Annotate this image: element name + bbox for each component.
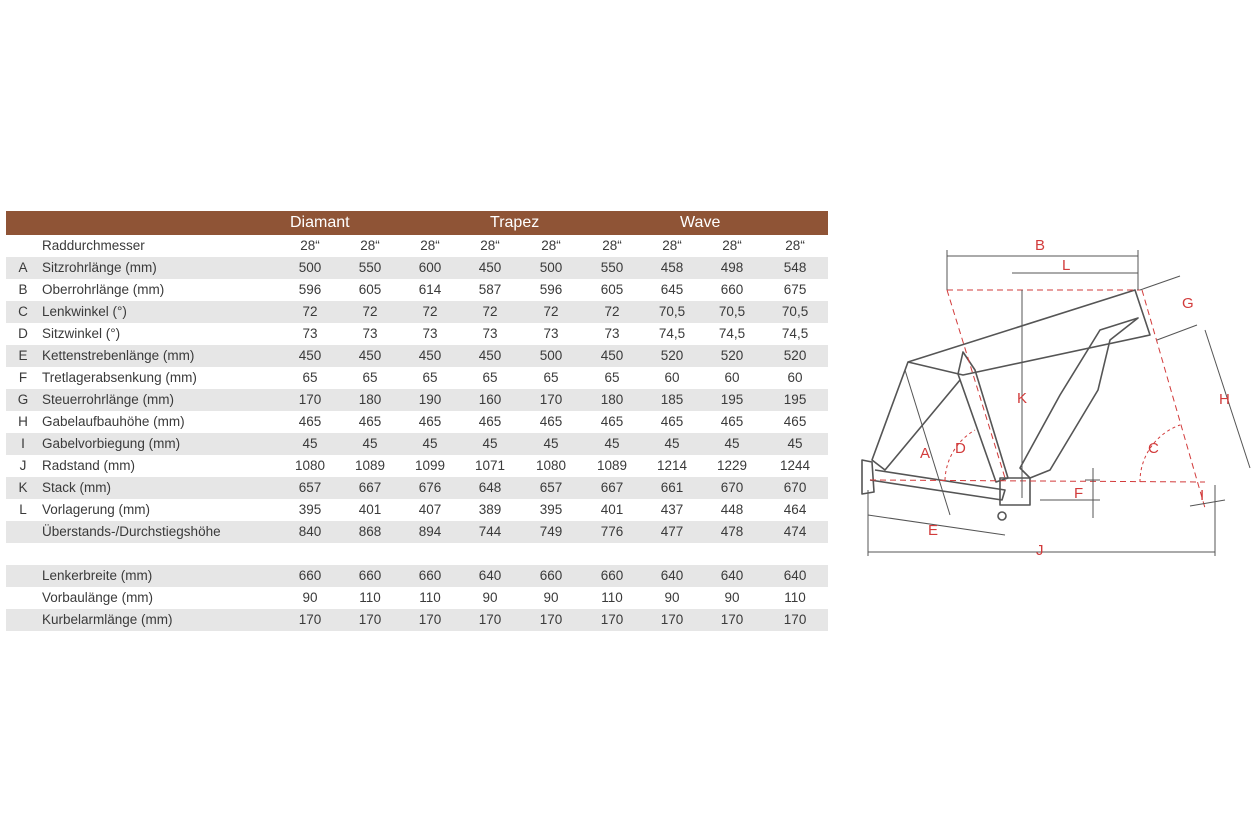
row-label: Oberrohrlänge (mm) bbox=[42, 282, 165, 297]
row-value: 458 bbox=[660, 260, 684, 275]
row-value: 90 bbox=[543, 590, 559, 605]
row-value: 600 bbox=[418, 260, 442, 275]
row-value: 465 bbox=[418, 414, 442, 429]
row-value: 1089 bbox=[354, 458, 386, 473]
row-value: 170 bbox=[539, 392, 563, 407]
row-value: 160 bbox=[478, 392, 502, 407]
row-value: 45 bbox=[362, 436, 378, 451]
row-letter: A bbox=[18, 260, 28, 275]
row-value: 45 bbox=[604, 436, 620, 451]
row-value: 170 bbox=[358, 612, 382, 627]
row-letter: L bbox=[19, 502, 27, 517]
row-value: 478 bbox=[720, 524, 744, 539]
row-value: 170 bbox=[539, 612, 563, 627]
row-value: 73 bbox=[482, 326, 498, 341]
row-value: 45 bbox=[302, 436, 318, 451]
row-value: 667 bbox=[600, 480, 624, 495]
table-row bbox=[6, 411, 828, 433]
c-arc bbox=[1140, 425, 1180, 482]
row-value: 65 bbox=[604, 370, 620, 385]
row-value: 45 bbox=[422, 436, 438, 451]
row-value: 1099 bbox=[414, 458, 446, 473]
row-value: 170 bbox=[600, 612, 624, 627]
row-letter bbox=[6, 521, 40, 543]
row-label: Vorlagerung (mm) bbox=[42, 502, 151, 517]
row-value: 660 bbox=[358, 568, 382, 583]
row-value: 72 bbox=[302, 304, 318, 319]
row-value: 660 bbox=[418, 568, 442, 583]
row-value: 395 bbox=[539, 502, 563, 517]
row-value: 1080 bbox=[535, 458, 567, 473]
steering-axis bbox=[1142, 290, 1205, 508]
row-label: Lenkerbreite (mm) bbox=[42, 568, 153, 583]
table-row bbox=[6, 565, 828, 587]
row-value: 90 bbox=[664, 590, 680, 605]
row-value: 640 bbox=[720, 568, 744, 583]
row-value: 65 bbox=[543, 370, 559, 385]
row-value: 110 bbox=[784, 590, 806, 605]
row-value: 73 bbox=[362, 326, 378, 341]
row-value: 60 bbox=[664, 370, 680, 385]
row-value: 676 bbox=[418, 480, 442, 495]
row-value: 465 bbox=[298, 414, 322, 429]
label-f: F bbox=[1074, 485, 1084, 502]
row-value: 596 bbox=[298, 282, 322, 297]
row-value: 465 bbox=[783, 414, 807, 429]
row-value: 28“ bbox=[722, 238, 742, 253]
table-row bbox=[6, 389, 828, 411]
label-j: J bbox=[1036, 542, 1044, 559]
row-label: Steuerrohrlänge (mm) bbox=[42, 392, 175, 407]
row-value: 1214 bbox=[657, 458, 688, 473]
row-value: 640 bbox=[783, 568, 807, 583]
row-value: 1089 bbox=[597, 458, 628, 473]
row-value: 640 bbox=[478, 568, 502, 583]
row-label: Sitzrohrlänge (mm) bbox=[42, 260, 157, 275]
row-value: 90 bbox=[482, 590, 498, 605]
row-value: 448 bbox=[720, 502, 744, 517]
row-value: 660 bbox=[600, 568, 624, 583]
row-value: 500 bbox=[298, 260, 322, 275]
row-value: 389 bbox=[478, 502, 502, 517]
group-wave: Wave bbox=[680, 214, 721, 231]
table-row bbox=[6, 433, 828, 455]
row-value: 498 bbox=[720, 260, 744, 275]
group-trapez: Trapez bbox=[490, 214, 540, 231]
row-value: 660 bbox=[298, 568, 322, 583]
table-row bbox=[6, 345, 828, 367]
row-value: 73 bbox=[302, 326, 318, 341]
axle-line bbox=[870, 480, 1205, 482]
row-value: 465 bbox=[358, 414, 382, 429]
row-value: 744 bbox=[478, 524, 502, 539]
row-value: 180 bbox=[358, 392, 382, 407]
label-b: B bbox=[1035, 237, 1046, 254]
row-letter bbox=[6, 609, 40, 631]
row-value: 170 bbox=[720, 612, 744, 627]
row-value: 548 bbox=[783, 260, 807, 275]
row-value: 70,5 bbox=[781, 304, 809, 319]
row-value: 72 bbox=[482, 304, 498, 319]
row-value: 670 bbox=[720, 480, 744, 495]
row-value: 45 bbox=[482, 436, 498, 451]
row-value: 840 bbox=[298, 524, 322, 539]
row-value: 45 bbox=[724, 436, 740, 451]
label-i: I bbox=[1200, 487, 1205, 504]
row-value: 65 bbox=[422, 370, 438, 385]
row-letter: C bbox=[18, 304, 28, 319]
row-label: Sitzwinkel (°) bbox=[42, 326, 121, 341]
row-value: 1244 bbox=[780, 458, 811, 473]
row-value: 72 bbox=[604, 304, 620, 319]
row-value: 65 bbox=[302, 370, 318, 385]
row-value: 550 bbox=[358, 260, 382, 275]
row-value: 675 bbox=[783, 282, 807, 297]
row-value: 60 bbox=[787, 370, 803, 385]
row-value: 500 bbox=[539, 348, 563, 363]
row-value: 70,5 bbox=[718, 304, 746, 319]
row-letter: B bbox=[18, 282, 28, 297]
table-row bbox=[6, 279, 828, 301]
row-value: 596 bbox=[539, 282, 563, 297]
spacer-cell bbox=[6, 543, 828, 565]
row-value: 28“ bbox=[480, 238, 500, 253]
row-value: 450 bbox=[418, 348, 442, 363]
table-row bbox=[6, 499, 828, 521]
row-value: 45 bbox=[787, 436, 803, 451]
row-letter: F bbox=[18, 370, 28, 385]
row-value: 450 bbox=[478, 260, 502, 275]
row-value: 407 bbox=[418, 502, 442, 517]
row-value: 170 bbox=[298, 392, 322, 407]
row-value: 1080 bbox=[294, 458, 326, 473]
bb-bolt bbox=[998, 512, 1006, 520]
row-value: 401 bbox=[358, 502, 382, 517]
row-value: 170 bbox=[478, 612, 502, 627]
row-value: 587 bbox=[478, 282, 502, 297]
row-value: 474 bbox=[783, 524, 807, 539]
row-value: 110 bbox=[601, 590, 623, 605]
row-value: 72 bbox=[422, 304, 438, 319]
row-value: 868 bbox=[358, 524, 382, 539]
row-value: 170 bbox=[783, 612, 807, 627]
table-body bbox=[6, 235, 828, 631]
group-diamant: Diamant bbox=[290, 214, 350, 231]
row-value: 670 bbox=[783, 480, 807, 495]
row-value: 73 bbox=[422, 326, 438, 341]
table-row bbox=[6, 367, 828, 389]
row-value: 1229 bbox=[717, 458, 748, 473]
row-label: Überstands-/Durchstiegshöhe bbox=[42, 524, 221, 539]
label-a: A bbox=[920, 445, 931, 462]
row-value: 28“ bbox=[360, 238, 380, 253]
row-value: 195 bbox=[720, 392, 744, 407]
row-value: 614 bbox=[418, 282, 442, 297]
row-value: 660 bbox=[720, 282, 744, 297]
row-value: 28“ bbox=[300, 238, 320, 253]
row-value: 550 bbox=[600, 260, 624, 275]
row-value: 72 bbox=[362, 304, 378, 319]
row-value: 465 bbox=[478, 414, 502, 429]
row-value: 90 bbox=[724, 590, 740, 605]
row-value: 477 bbox=[660, 524, 684, 539]
row-value: 657 bbox=[539, 480, 563, 495]
label-l: L bbox=[1062, 257, 1071, 274]
row-value: 28“ bbox=[785, 238, 805, 253]
row-value: 450 bbox=[478, 348, 502, 363]
row-value: 185 bbox=[660, 392, 684, 407]
row-value: 45 bbox=[543, 436, 559, 451]
row-value: 450 bbox=[600, 348, 624, 363]
table-row bbox=[6, 257, 828, 279]
row-value: 465 bbox=[720, 414, 744, 429]
angle-arcs bbox=[945, 425, 1180, 482]
row-value: 90 bbox=[302, 590, 318, 605]
frame-outline bbox=[862, 290, 1150, 520]
row-letter bbox=[6, 565, 40, 587]
table-row bbox=[6, 477, 828, 499]
row-value: 74,5 bbox=[718, 326, 746, 341]
row-value: 667 bbox=[358, 480, 382, 495]
i-dim bbox=[1190, 500, 1225, 506]
row-value: 65 bbox=[482, 370, 498, 385]
table-row bbox=[6, 301, 828, 323]
row-value: 1071 bbox=[474, 458, 506, 473]
row-value: 170 bbox=[418, 612, 442, 627]
row-value: 45 bbox=[664, 436, 680, 451]
row-value: 645 bbox=[660, 282, 684, 297]
row-value: 464 bbox=[783, 502, 807, 517]
table-row bbox=[6, 323, 828, 345]
label-k: K bbox=[1017, 390, 1028, 407]
row-letter: I bbox=[21, 436, 25, 451]
seat-stay bbox=[872, 362, 960, 470]
row-value: 60 bbox=[724, 370, 740, 385]
geometry-table bbox=[6, 211, 828, 631]
group-header-row bbox=[6, 211, 828, 235]
row-value: 749 bbox=[539, 524, 563, 539]
table-row bbox=[6, 587, 828, 609]
row-value: 661 bbox=[660, 480, 684, 495]
row-value: 500 bbox=[539, 260, 563, 275]
row-value: 465 bbox=[660, 414, 684, 429]
row-value: 450 bbox=[298, 348, 322, 363]
g-dim bbox=[1140, 276, 1180, 290]
table-row bbox=[6, 521, 828, 543]
table-row bbox=[6, 609, 828, 631]
g-dim2 bbox=[1157, 325, 1197, 340]
row-label: Raddurchmesser bbox=[42, 238, 145, 253]
row-value: 28“ bbox=[602, 238, 622, 253]
row-value: 28“ bbox=[662, 238, 682, 253]
row-value: 110 bbox=[419, 590, 441, 605]
row-value: 894 bbox=[418, 524, 442, 539]
row-letter: G bbox=[17, 392, 29, 407]
row-value: 28“ bbox=[420, 238, 440, 253]
row-value: 450 bbox=[358, 348, 382, 363]
row-value: 465 bbox=[539, 414, 563, 429]
row-value: 72 bbox=[543, 304, 559, 319]
row-value: 65 bbox=[362, 370, 378, 385]
frame-geometry-diagram bbox=[850, 225, 1260, 570]
row-value: 776 bbox=[600, 524, 624, 539]
row-label: Lenkwinkel (°) bbox=[42, 304, 127, 319]
row-letter: D bbox=[18, 326, 28, 341]
row-value: 180 bbox=[600, 392, 624, 407]
row-value: 657 bbox=[298, 480, 322, 495]
row-value: 520 bbox=[660, 348, 684, 363]
table-row bbox=[6, 235, 828, 257]
row-letter: K bbox=[18, 480, 28, 495]
row-label: Kurbelarmlänge (mm) bbox=[42, 612, 173, 627]
row-label: Radstand (mm) bbox=[42, 458, 136, 473]
spacer-row bbox=[6, 543, 828, 565]
row-value: 520 bbox=[783, 348, 807, 363]
row-letter: H bbox=[18, 414, 28, 429]
row-value: 190 bbox=[418, 392, 442, 407]
row-value: 74,5 bbox=[658, 326, 686, 341]
row-value: 74,5 bbox=[781, 326, 809, 341]
row-letter: E bbox=[18, 348, 28, 363]
dropout bbox=[862, 460, 874, 494]
row-value: 195 bbox=[783, 392, 807, 407]
row-value: 110 bbox=[359, 590, 381, 605]
label-h: H bbox=[1219, 391, 1230, 408]
label-g: G bbox=[1182, 295, 1194, 312]
row-value: 170 bbox=[660, 612, 684, 627]
row-value: 437 bbox=[660, 502, 684, 517]
row-value: 395 bbox=[298, 502, 322, 517]
row-value: 170 bbox=[298, 612, 322, 627]
row-value: 640 bbox=[660, 568, 684, 583]
label-d: D bbox=[955, 440, 966, 457]
row-value: 660 bbox=[539, 568, 563, 583]
row-value: 605 bbox=[600, 282, 624, 297]
row-label: Gabelvorbiegung (mm) bbox=[42, 436, 181, 451]
row-value: 520 bbox=[720, 348, 744, 363]
row-label: Kettenstrebenlänge (mm) bbox=[42, 348, 195, 363]
row-letter bbox=[6, 235, 40, 257]
row-label: Tretlagerabsenkung (mm) bbox=[42, 370, 197, 385]
table-row bbox=[6, 455, 828, 477]
header-spacer bbox=[6, 211, 280, 235]
row-value: 70,5 bbox=[658, 304, 686, 319]
row-label: Gabelaufbauhöhe (mm) bbox=[42, 414, 185, 429]
row-value: 648 bbox=[478, 480, 502, 495]
row-letter bbox=[6, 587, 40, 609]
row-value: 401 bbox=[600, 502, 624, 517]
label-c: C bbox=[1148, 440, 1159, 457]
row-label: Stack (mm) bbox=[42, 480, 111, 495]
row-value: 73 bbox=[543, 326, 559, 341]
a-dim bbox=[905, 370, 950, 515]
row-value: 465 bbox=[600, 414, 624, 429]
row-value: 605 bbox=[358, 282, 382, 297]
row-value: 28“ bbox=[541, 238, 561, 253]
row-value: 73 bbox=[604, 326, 620, 341]
label-e: E bbox=[928, 522, 939, 539]
top-tube bbox=[908, 290, 1150, 375]
row-letter: J bbox=[19, 458, 27, 473]
row-label: Vorbaulänge (mm) bbox=[42, 590, 154, 605]
